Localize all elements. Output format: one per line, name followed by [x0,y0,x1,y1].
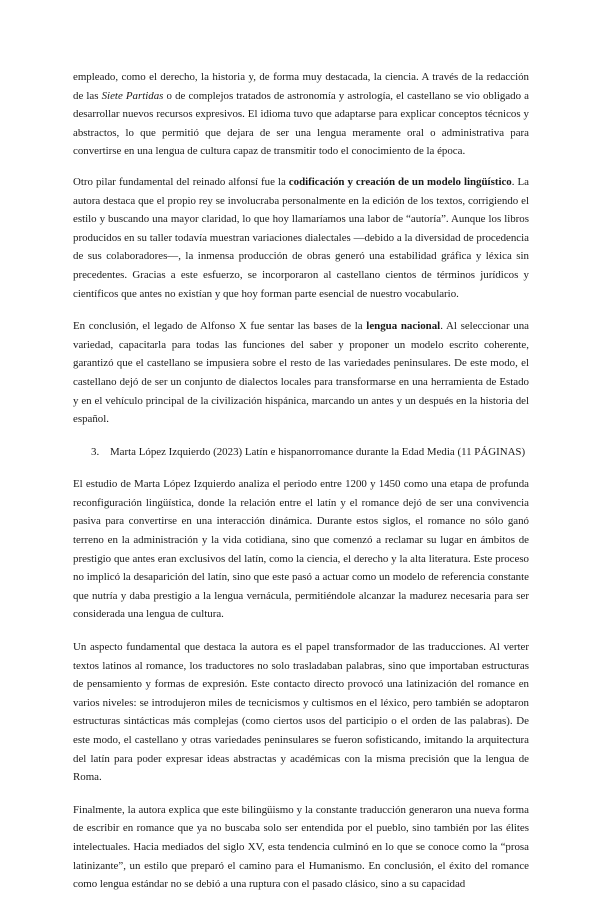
paragraph-text: En conclusión, el legado de Alfonso X fue sentar las bases de la [73,320,367,333]
paragraph-bilingualism: Finalmente, la autora explica que este bilingüismo y la constante traducción generaron una nueva forma de escribir en romance que ya no buscaba solo ser entendida por el pueblo, sino también por las élites intelectuales. Hacia mediados del siglo XV, esta tendencia culminó en lo que se conoce como la “prosa latinizante”, un estilo que preparó el camino para el Humanismo. En conclusión, el éxito del romance como lengua estándar no se debió a una ruptura con el pasado clásico, sino a su capacidad [73,803,529,891]
paragraph-translations: Un aspecto fundamental que destaca la autora es el papel transformador de las traducciones. Al verter textos latinos al romance, los traductores no solo trasladaban palabras, sino que importaban estructuras de pensamiento y formas de expresión. Este contacto directo provocó una latinización del romance en varios niveles: se introdujeron miles de tecnicismos y cultismos en el léxico, pero también se adoptaron estructuras sintácticas más complejas (como ciertos usos del participio o el orden de las palabras). De este modo, el castellano y otras variedades peninsulares se fueron sofisticando, imitando la arquitectura del latín para poder expresar ideas abstractas y académicas con la misma precisión que la lengua de Roma. [73,641,529,784]
paragraph-lopez-izquierdo-study: El estudio de Marta López Izquierdo analiza el periodo entre 1200 y 1450 como una etapa de profunda reconfiguración lingüística, donde la relación entre el latín y el romance dejó de ser una convivencia pasiva para convertirse en una interacción dinámica. Durante estos siglos, el romance no sólo ganó terreno en la administración y la vida cotidiana, sino que comenzó a reclamar su lugar en ámbitos de prestigio que antes eran exclusivos del latín, como la ciencia, el derecho y la alta literatura. Este proceso no implicó la desaparición del latín, sino que este pasó a actuar como un modelo de referencia constante que nutría y daba prestigio a la lengua vernácula, permitiéndole alcanzar la madurez necesaria para ser considerada una lengua de cultura. [73,478,529,621]
paragraph-text: Otro pilar fundamental del reinado alfonsí fue la [73,175,289,188]
bold-phrase-codification: codificación y creación de un modelo lingüístico [288,175,512,188]
paragraph-conclusion-alfonso [73,317,529,429]
list-item-reference-3 [73,443,529,462]
paragraph-alfonso-scientific-prose [73,68,529,161]
paragraph-text: o de complejos tratados de astronomía y astrología, el castellano se vio obligado a desarrollar nuevos recursos expresivos. El idioma tuvo que adaptarse para explicar conceptos técnicos y abstractos, lo que permitió que dejara de ser una lengua meramente oral o administrativa para convertirse en una lengua de cultura capaz de transmitir todo el conocimiento de la época. [73,89,530,158]
paragraph-text: . Al seleccionar una variedad, capacitarla para todas las funciones del saber y proponer un modelo escrito coherente, garantizó que el castellano se impusiera sobre el resto de las variedades peninsulares. De este modo, el castellano dejó de ser un conjunto de dialectos locales para transformarse en una herramienta de Estado y en el vehículo principal de la civilización hispánica, marcando un antes y un después en la historia del español. [73,320,529,426]
list-item-text: Marta López Izquierdo (2023) Latín e hispanorromance durante la Edad Media (11 PÁGINAS) [110,445,526,458]
bold-phrase-national-language: lengua nacional [366,320,441,333]
list-number: 3. [91,445,100,458]
paragraph-text: . La autora destaca que el propio rey se involucraba personalmente en la edición de los textos, corrigiendo el estilo y buscando una mayor claridad, lo que hoy llamaríamos una labor de “autoría”. Aunque los libros producidos en su taller todavía muestran variaciones dialectales —debido a la diversidad de procedencia de sus colaboradores—, la inmensa producción de obras generó una estabilidad gráfica y léxica sin precedentes. Gracias a este esfuerzo, se incorporaron al castellano cientos de términos jurídicos y científicos que antes no existían y que hoy forman parte esencial de nuestro vocabulario. [73,175,529,300]
document-body [73,68,529,908]
paragraph-codification [73,173,529,303]
italic-title-siete-partidas: Siete Partidas [101,89,164,102]
paragraph-text: empleado, como el derecho, la historia y, de forma muy destacada, la ciencia. A través de la redacción de las [73,71,529,102]
